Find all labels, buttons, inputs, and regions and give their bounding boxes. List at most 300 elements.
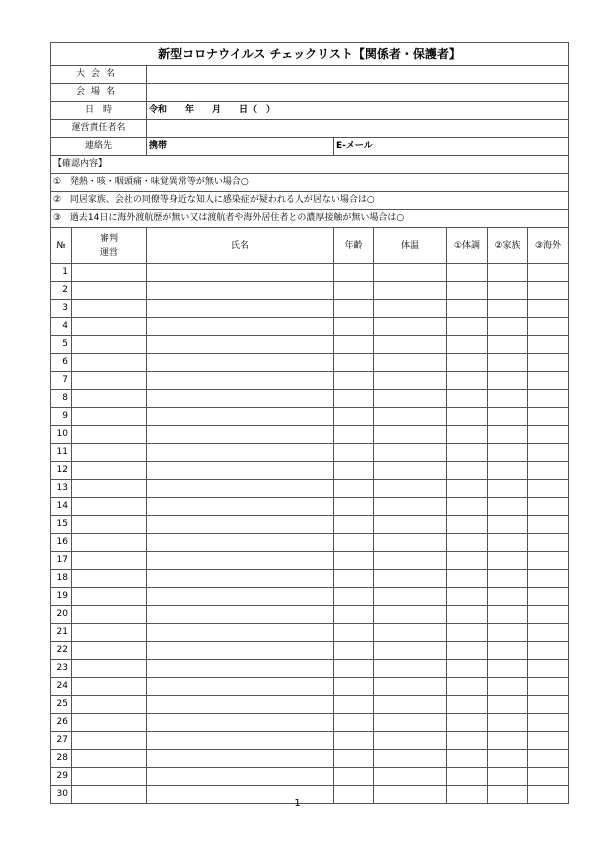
age-cell[interactable] — [334, 264, 374, 282]
confirm-item-number: ② — [53, 195, 62, 205]
overseas-cell[interactable] — [528, 300, 569, 318]
table-row — [51, 732, 569, 750]
family-cell[interactable] — [488, 462, 528, 480]
overseas-cell[interactable] — [528, 606, 569, 624]
role-cell[interactable] — [72, 660, 147, 678]
health-cell[interactable] — [447, 624, 488, 642]
health-cell[interactable] — [447, 372, 488, 390]
name-cell[interactable] — [147, 714, 334, 732]
age-cell[interactable] — [334, 768, 374, 786]
name-cell[interactable] — [147, 570, 334, 588]
health-cell[interactable] — [447, 462, 488, 480]
temp-cell[interactable] — [374, 552, 447, 570]
role-cell[interactable] — [72, 318, 147, 336]
table-row — [51, 678, 569, 696]
email-label[interactable]: E-メール — [334, 138, 569, 156]
age-cell[interactable] — [334, 318, 374, 336]
venue-label: 会場名 — [51, 84, 147, 102]
age-cell[interactable] — [334, 444, 374, 462]
row-number: 11 — [51, 444, 72, 462]
health-cell[interactable] — [447, 588, 488, 606]
age-cell[interactable] — [334, 390, 374, 408]
role-cell[interactable] — [72, 336, 147, 354]
confirm-heading: 【確認内容】 — [51, 156, 569, 174]
age-cell[interactable] — [334, 642, 374, 660]
row-number: 3 — [51, 300, 72, 318]
name-cell[interactable] — [147, 426, 334, 444]
table-row — [51, 714, 569, 732]
confirm-item-text: 同居家族、会社の同僚等身近な知人に感染症が疑われる人が居ない場合は○ — [69, 195, 375, 205]
name-cell[interactable] — [147, 552, 334, 570]
date-value[interactable]: 令和 年 月 日（ ） — [147, 102, 569, 120]
title-row — [51, 43, 569, 66]
temp-cell[interactable] — [374, 282, 447, 300]
role-cell[interactable] — [72, 714, 147, 732]
row-number: 2 — [51, 282, 72, 300]
role-cell[interactable] — [72, 264, 147, 282]
col-role — [72, 228, 147, 264]
table-row — [51, 354, 569, 372]
overseas-cell[interactable] — [528, 714, 569, 732]
health-cell[interactable] — [447, 354, 488, 372]
family-cell[interactable] — [488, 282, 528, 300]
col-temp: 体温 — [374, 228, 447, 264]
role-cell[interactable] — [72, 390, 147, 408]
overseas-cell[interactable] — [528, 624, 569, 642]
table-row — [51, 336, 569, 354]
health-cell[interactable] — [447, 516, 488, 534]
temp-cell[interactable] — [374, 588, 447, 606]
health-cell[interactable] — [447, 390, 488, 408]
page-title: 新型コロナウイルス チェックリスト【関係者・保護者】 — [51, 43, 569, 66]
name-cell[interactable] — [147, 750, 334, 768]
overseas-cell[interactable] — [528, 282, 569, 300]
family-cell[interactable] — [488, 750, 528, 768]
row-number: 29 — [51, 768, 72, 786]
family-cell[interactable] — [488, 372, 528, 390]
row-number: 25 — [51, 696, 72, 714]
name-cell[interactable] — [147, 732, 334, 750]
age-cell[interactable] — [334, 534, 374, 552]
age-cell[interactable] — [334, 696, 374, 714]
temp-cell[interactable] — [374, 624, 447, 642]
overseas-cell[interactable] — [528, 552, 569, 570]
age-cell[interactable] — [334, 624, 374, 642]
name-cell[interactable] — [147, 480, 334, 498]
family-cell[interactable] — [488, 408, 528, 426]
temp-cell[interactable] — [374, 678, 447, 696]
row-number: 20 — [51, 606, 72, 624]
role-cell[interactable] — [72, 624, 147, 642]
name-cell[interactable] — [147, 336, 334, 354]
overseas-cell[interactable] — [528, 426, 569, 444]
temp-cell[interactable] — [374, 516, 447, 534]
role-cell[interactable] — [72, 768, 147, 786]
temp-cell[interactable] — [374, 336, 447, 354]
row-number: 13 — [51, 480, 72, 498]
health-cell[interactable] — [447, 480, 488, 498]
temp-cell[interactable] — [374, 390, 447, 408]
age-cell[interactable] — [334, 552, 374, 570]
name-cell[interactable] — [147, 660, 334, 678]
table-row — [51, 588, 569, 606]
name-cell[interactable] — [147, 318, 334, 336]
role-cell[interactable] — [72, 426, 147, 444]
family-cell[interactable] — [488, 624, 528, 642]
role-cell[interactable] — [72, 354, 147, 372]
temp-cell[interactable] — [374, 408, 447, 426]
contact-row — [51, 138, 569, 156]
row-number: 28 — [51, 750, 72, 768]
overseas-cell[interactable] — [528, 354, 569, 372]
health-cell[interactable] — [447, 570, 488, 588]
table-row — [51, 534, 569, 552]
family-cell[interactable] — [488, 498, 528, 516]
family-cell[interactable] — [488, 444, 528, 462]
health-cell[interactable] — [447, 318, 488, 336]
row-number: 30 — [51, 786, 72, 804]
event-row — [51, 66, 569, 84]
name-cell[interactable] — [147, 390, 334, 408]
name-cell[interactable] — [147, 444, 334, 462]
overseas-cell[interactable] — [528, 570, 569, 588]
family-cell[interactable] — [488, 390, 528, 408]
family-cell[interactable] — [488, 480, 528, 498]
overseas-cell[interactable] — [528, 444, 569, 462]
age-cell[interactable] — [334, 714, 374, 732]
table-row — [51, 552, 569, 570]
name-cell[interactable] — [147, 624, 334, 642]
temp-cell[interactable] — [374, 642, 447, 660]
overseas-cell[interactable] — [528, 318, 569, 336]
col-family: ②家族 — [488, 228, 528, 264]
col-age: 年齢 — [334, 228, 374, 264]
table-row — [51, 570, 569, 588]
temp-cell[interactable] — [374, 606, 447, 624]
health-cell[interactable] — [447, 750, 488, 768]
role-cell[interactable] — [72, 516, 147, 534]
age-cell[interactable] — [334, 300, 374, 318]
family-cell[interactable] — [488, 732, 528, 750]
family-cell[interactable] — [488, 552, 528, 570]
overseas-cell[interactable] — [528, 408, 569, 426]
manager-value-cell[interactable] — [147, 120, 569, 138]
family-cell[interactable] — [488, 588, 528, 606]
table-row — [51, 300, 569, 318]
row-number: 14 — [51, 498, 72, 516]
confirm-item — [51, 192, 569, 210]
role-cell[interactable] — [72, 732, 147, 750]
temp-cell[interactable] — [374, 714, 447, 732]
confirm-heading-row — [51, 156, 569, 174]
age-cell[interactable] — [334, 750, 374, 768]
temp-cell[interactable] — [374, 732, 447, 750]
row-number: 23 — [51, 660, 72, 678]
role-cell[interactable] — [72, 444, 147, 462]
name-cell[interactable] — [147, 462, 334, 480]
family-cell[interactable] — [488, 642, 528, 660]
health-cell[interactable] — [447, 300, 488, 318]
temp-cell[interactable] — [374, 480, 447, 498]
family-cell[interactable] — [488, 768, 528, 786]
table-row — [51, 750, 569, 768]
table-row — [51, 318, 569, 336]
age-cell[interactable] — [334, 462, 374, 480]
row-number: 9 — [51, 408, 72, 426]
temp-cell[interactable] — [374, 318, 447, 336]
overseas-cell[interactable] — [528, 750, 569, 768]
temp-cell[interactable] — [374, 462, 447, 480]
health-cell[interactable] — [447, 336, 488, 354]
name-cell[interactable] — [147, 768, 334, 786]
role-cell[interactable] — [72, 408, 147, 426]
age-cell[interactable] — [334, 480, 374, 498]
age-cell[interactable] — [334, 354, 374, 372]
overseas-cell[interactable] — [528, 480, 569, 498]
age-cell[interactable] — [334, 732, 374, 750]
age-cell[interactable] — [334, 498, 374, 516]
age-cell[interactable] — [334, 426, 374, 444]
col-name: 氏名 — [147, 228, 334, 264]
table-row — [51, 390, 569, 408]
overseas-cell[interactable] — [528, 516, 569, 534]
overseas-cell[interactable] — [528, 372, 569, 390]
family-cell[interactable] — [488, 426, 528, 444]
health-cell[interactable] — [447, 444, 488, 462]
temp-cell[interactable] — [374, 660, 447, 678]
temp-cell[interactable] — [374, 570, 447, 588]
role-cell[interactable] — [72, 588, 147, 606]
family-cell[interactable] — [488, 264, 528, 282]
health-cell[interactable] — [447, 642, 488, 660]
name-cell[interactable] — [147, 354, 334, 372]
role-cell[interactable] — [72, 570, 147, 588]
col-role-staff: 運営 — [99, 247, 118, 258]
family-cell[interactable] — [488, 696, 528, 714]
name-cell[interactable] — [147, 642, 334, 660]
role-cell[interactable] — [72, 552, 147, 570]
venue-row — [51, 84, 569, 102]
confirm-item — [51, 210, 569, 228]
row-number: 19 — [51, 588, 72, 606]
role-cell[interactable] — [72, 696, 147, 714]
name-cell[interactable] — [147, 282, 334, 300]
row-number: 26 — [51, 714, 72, 732]
health-cell[interactable] — [447, 426, 488, 444]
name-cell[interactable] — [147, 372, 334, 390]
column-header-row — [51, 228, 569, 264]
family-cell[interactable] — [488, 534, 528, 552]
temp-cell[interactable] — [374, 444, 447, 462]
name-cell[interactable] — [147, 264, 334, 282]
temp-cell[interactable] — [374, 264, 447, 282]
age-cell[interactable] — [334, 570, 374, 588]
name-cell[interactable] — [147, 606, 334, 624]
overseas-cell[interactable] — [528, 732, 569, 750]
health-cell[interactable] — [447, 408, 488, 426]
page-number: 1 — [294, 798, 301, 809]
family-cell[interactable] — [488, 678, 528, 696]
age-cell[interactable] — [334, 408, 374, 426]
col-role-referee: 審判 — [99, 233, 118, 244]
name-cell[interactable] — [147, 498, 334, 516]
date-label: 日 時 — [51, 102, 147, 120]
health-cell[interactable] — [447, 714, 488, 732]
temp-cell[interactable] — [374, 750, 447, 768]
row-number: 1 — [51, 264, 72, 282]
table-row — [51, 696, 569, 714]
date-row — [51, 102, 569, 120]
role-cell[interactable] — [72, 606, 147, 624]
manager-label: 運営責任者名 — [51, 120, 147, 138]
age-cell[interactable] — [334, 660, 374, 678]
name-cell[interactable] — [147, 300, 334, 318]
row-number: 7 — [51, 372, 72, 390]
family-cell[interactable] — [488, 516, 528, 534]
temp-cell[interactable] — [374, 354, 447, 372]
family-cell[interactable] — [488, 714, 528, 732]
row-number: 17 — [51, 552, 72, 570]
role-cell[interactable] — [72, 498, 147, 516]
health-cell[interactable] — [447, 768, 488, 786]
family-cell[interactable] — [488, 354, 528, 372]
row-number: 8 — [51, 390, 72, 408]
table-row — [51, 264, 569, 282]
role-cell[interactable] — [72, 282, 147, 300]
health-cell[interactable] — [447, 498, 488, 516]
health-cell[interactable] — [447, 678, 488, 696]
checklist-table — [50, 42, 569, 804]
name-cell[interactable] — [147, 516, 334, 534]
age-cell[interactable] — [334, 516, 374, 534]
table-row — [51, 282, 569, 300]
temp-cell[interactable] — [374, 498, 447, 516]
family-cell[interactable] — [488, 336, 528, 354]
contact-label: 連絡先 — [51, 138, 147, 156]
role-cell[interactable] — [72, 372, 147, 390]
row-number: 18 — [51, 570, 72, 588]
overseas-cell[interactable] — [528, 390, 569, 408]
overseas-cell[interactable] — [528, 264, 569, 282]
row-number: 22 — [51, 642, 72, 660]
name-cell[interactable] — [147, 678, 334, 696]
table-row — [51, 372, 569, 390]
family-cell[interactable] — [488, 606, 528, 624]
family-cell[interactable] — [488, 300, 528, 318]
family-cell[interactable] — [488, 318, 528, 336]
row-number: 6 — [51, 354, 72, 372]
temp-cell[interactable] — [374, 372, 447, 390]
table-row — [51, 768, 569, 786]
table-row — [51, 480, 569, 498]
health-cell[interactable] — [447, 552, 488, 570]
row-number: 21 — [51, 624, 72, 642]
name-cell[interactable] — [147, 408, 334, 426]
name-cell[interactable] — [147, 588, 334, 606]
overseas-cell[interactable] — [528, 642, 569, 660]
role-cell[interactable] — [72, 300, 147, 318]
table-row — [51, 642, 569, 660]
overseas-cell[interactable] — [528, 768, 569, 786]
row-number: 12 — [51, 462, 72, 480]
age-cell[interactable] — [334, 336, 374, 354]
role-cell[interactable] — [72, 642, 147, 660]
role-cell[interactable] — [72, 480, 147, 498]
health-cell[interactable] — [447, 732, 488, 750]
overseas-cell[interactable] — [528, 498, 569, 516]
overseas-cell[interactable] — [528, 462, 569, 480]
overseas-cell[interactable] — [528, 678, 569, 696]
age-cell[interactable] — [334, 372, 374, 390]
table-row — [51, 444, 569, 462]
event-label: 大会名 — [51, 66, 147, 84]
col-health: ①体調 — [447, 228, 488, 264]
event-value-cell[interactable] — [147, 66, 569, 84]
table-row — [51, 408, 569, 426]
temp-cell[interactable] — [374, 696, 447, 714]
family-cell[interactable] — [488, 570, 528, 588]
row-number: 5 — [51, 336, 72, 354]
phone-label[interactable]: 携帯 — [147, 138, 334, 156]
table-row — [51, 624, 569, 642]
manager-row — [51, 120, 569, 138]
row-number: 27 — [51, 732, 72, 750]
role-cell[interactable] — [72, 750, 147, 768]
col-overseas: ③海外 — [528, 228, 569, 264]
table-row — [51, 462, 569, 480]
table-row — [51, 426, 569, 444]
col-no: № — [51, 228, 72, 264]
name-cell[interactable] — [147, 534, 334, 552]
confirm-item — [51, 174, 569, 192]
temp-cell[interactable] — [374, 426, 447, 444]
overseas-cell[interactable] — [528, 336, 569, 354]
role-cell[interactable] — [72, 678, 147, 696]
confirm-item-number: ① — [53, 177, 62, 187]
temp-cell[interactable] — [374, 768, 447, 786]
row-number: 16 — [51, 534, 72, 552]
health-cell[interactable] — [447, 534, 488, 552]
health-cell[interactable] — [447, 264, 488, 282]
age-cell[interactable] — [334, 678, 374, 696]
age-cell[interactable] — [334, 588, 374, 606]
age-cell[interactable] — [334, 282, 374, 300]
temp-cell[interactable] — [374, 300, 447, 318]
row-number: 10 — [51, 426, 72, 444]
venue-value-cell[interactable] — [147, 84, 569, 102]
overseas-cell[interactable] — [528, 696, 569, 714]
table-row — [51, 498, 569, 516]
table-row — [51, 660, 569, 678]
family-cell[interactable] — [488, 660, 528, 678]
health-cell[interactable] — [447, 696, 488, 714]
confirm-item-text: 発熱・咳・咽頭痛・味覚異常等が無い場合○ — [69, 177, 249, 187]
overseas-cell[interactable] — [528, 660, 569, 678]
overseas-cell[interactable] — [528, 534, 569, 552]
role-cell[interactable] — [72, 534, 147, 552]
age-cell[interactable] — [334, 606, 374, 624]
role-cell[interactable] — [72, 462, 147, 480]
confirm-item-text: 過去14日に海外渡航歴が無い又は渡航者や海外居住者との濃厚接触が無い場合は○ — [69, 213, 405, 223]
name-cell[interactable] — [147, 696, 334, 714]
row-number: 4 — [51, 318, 72, 336]
temp-cell[interactable] — [374, 534, 447, 552]
table-row — [51, 606, 569, 624]
overseas-cell[interactable] — [528, 588, 569, 606]
health-cell[interactable] — [447, 282, 488, 300]
health-cell[interactable] — [447, 660, 488, 678]
health-cell[interactable] — [447, 606, 488, 624]
